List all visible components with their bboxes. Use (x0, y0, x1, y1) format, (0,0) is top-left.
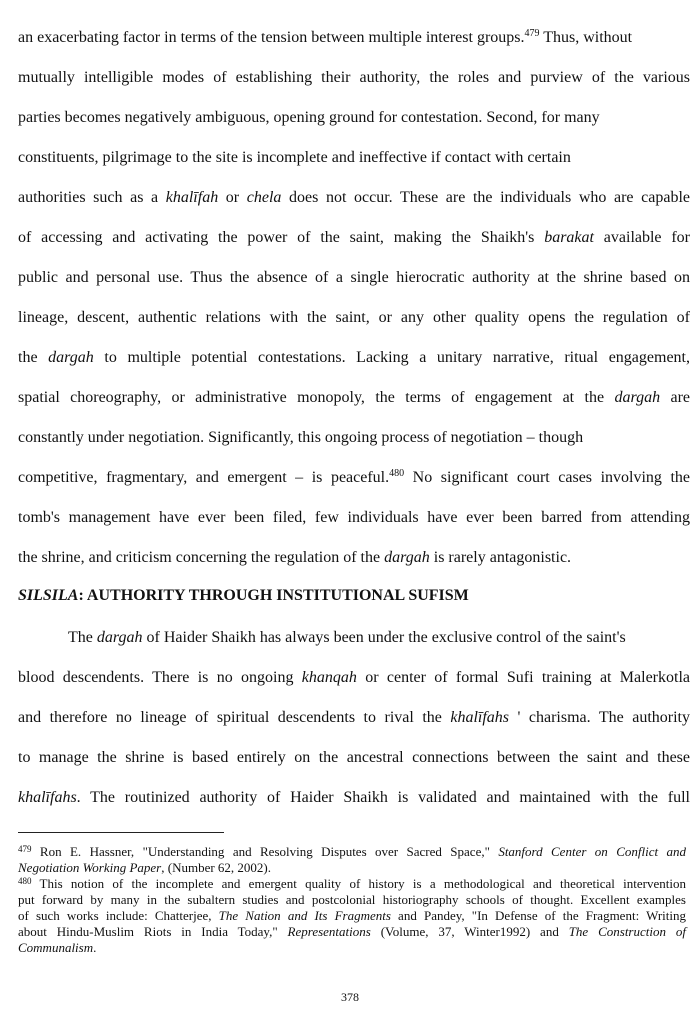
section-heading: SILSILA: AUTHORITY THROUGH INSTITUTIONAL SUFISM (18, 587, 469, 604)
body-line: the dargah to multiple potential contestations. Lacking a unitary narrative, ritual engagement, (18, 349, 691, 366)
page-number: 378 (341, 990, 359, 1004)
body-line: tomb's management have ever been filed, few individuals have ever been barred from attending (18, 509, 690, 526)
body-line: spatial choreography, or administrative monopoly, the terms of engagement at the dargah are (18, 389, 690, 406)
footnote-479: $^{479}$ Ron E. Hassner, "Understanding and Resolving Disputes over Sacred Space," Stanford Center on Conflict and (18, 844, 686, 859)
footnote-ref-480[interactable]: 480 (389, 468, 405, 479)
body-line: competitive, fragmentary, and emergent – is peaceful.$^{480}$ No significant court cases involving the (18, 468, 691, 486)
body-line: parties becomes negatively ambiguous, opening ground for contestation. Second, for many (18, 109, 600, 126)
body-line: constituents, pilgrimage to the site is incomplete and ineffective if contact with certain (18, 149, 571, 166)
body-line: and therefore no lineage of spiritual descendents to rival the khalīfahs ' charisma. The authority (18, 709, 690, 726)
footnote-480: $^{480}$ This notion of the incomplete and emergent quality of history is a methodological and theoretical intervention (18, 876, 686, 891)
body-line: authorities such as a khalīfah or chela does not occur. These are the individuals who are capable (18, 189, 690, 206)
body-line: the shrine, and criticism concerning the regulation of the dargah is rarely antagonistic. (18, 549, 572, 566)
body-line: to manage the shrine is based entirely on the ancestral connections between the saint and these (18, 749, 690, 766)
body-line: lineage, descent, authentic relations with the saint, or any other quality opens the regulation of (18, 309, 690, 326)
footnote-479-line: Negotiation Working Paper, (Number 62, 2002). (18, 860, 272, 875)
body-line: khalīfahs. The routinized authority of Haider Shaikh is validated and maintained with the full (18, 789, 690, 806)
footnote-480-line: about Hindu-Muslim Riots in India Today," Representations (Volume, 37, Winter1992) and The Construction of (18, 924, 686, 939)
body-line: mutually intelligible modes of establishing their authority, the roles and purview of the various (18, 69, 690, 86)
body-line: The dargah of Haider Shaikh has always been under the exclusive control of the saint's (68, 629, 626, 646)
footnote-separator (18, 832, 224, 833)
body-line: of accessing and activating the power of the saint, making the Shaikh's barakat available for (18, 229, 690, 246)
footnote-480-line: Communalism. (18, 940, 97, 955)
body-line: public and personal use. Thus the absence of a single hierocratic authority at the shrine based on (18, 269, 690, 286)
footnote-480-line: put forward by many in the subaltern studies and postcolonial historiography schools of thought. Excellent examples (18, 892, 686, 907)
footnote-480-line: of such works include: Chatterjee, The Nation and Its Fragments and Pandey, "In Defense of the Fragment: Writing (18, 908, 686, 923)
footnote-ref-479[interactable]: 479 (524, 28, 540, 39)
body-line: an exacerbating factor in terms of the tension between multiple interest groups.$^{479}$ Thus, without (18, 28, 633, 46)
body-line: blood descendents. There is no ongoing khanqah or center of formal Sufi training at Malerkotla (18, 669, 691, 686)
body-line: constantly under negotiation. Significantly, this ongoing process of negotiation – though (18, 429, 584, 446)
